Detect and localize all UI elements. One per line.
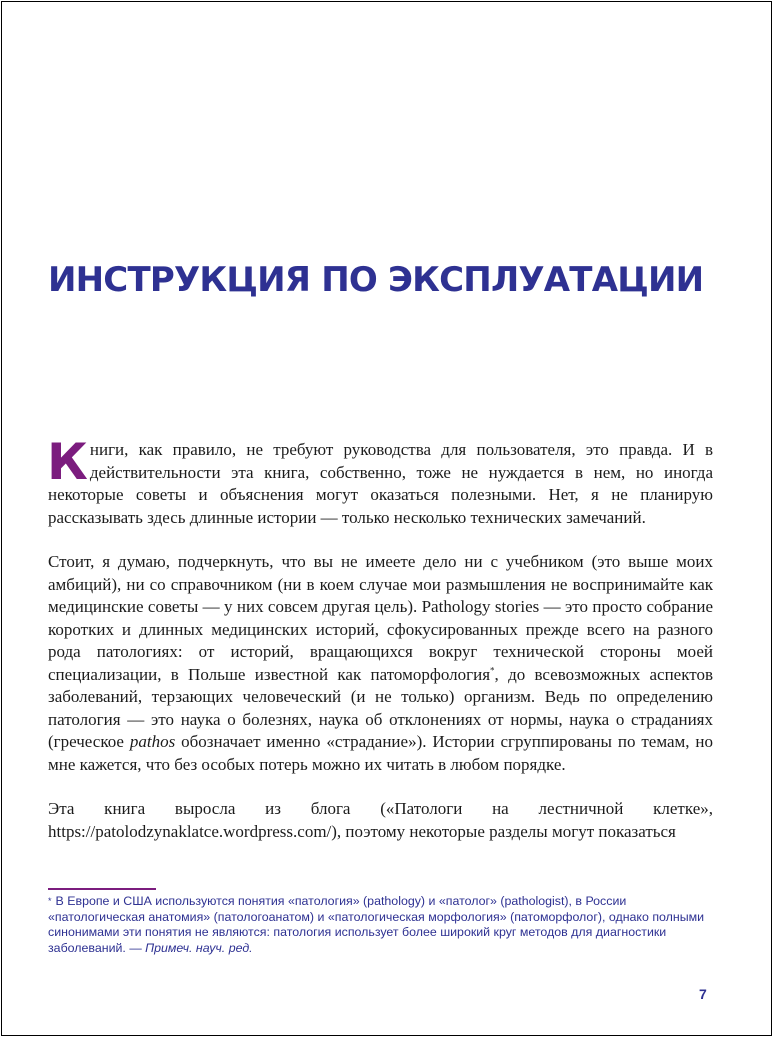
paragraph-3-text: Эта книга выросла из блога («Патологи на лестничной клетке», https://patolodzynaklatce.wordpress.com/), поэтому некоторые разделы могут показаться (48, 799, 713, 841)
footnote-rule (48, 888, 156, 890)
footnote-reference: * (490, 664, 495, 675)
chapter-title: ИНСТРУКЦИЯ ПО ЭКСПЛУАТАЦИИ (48, 260, 704, 300)
page-number: 7 (699, 986, 707, 1002)
paragraph-2 (48, 551, 713, 776)
footnote-text: В Европе и США используются понятия «патология» (pathology) и «патолог» (pathologist), в России «патологическая анатомия» (патологоанатом) и «патологическая морфология» (патоморфолог), однако полными синонимами эти понятия не являются: патология использует более широкий круг методов для диагностики заболеваний. — (48, 894, 705, 956)
footnote (48, 894, 713, 957)
footnote-mark: * (48, 896, 52, 906)
body-text (47, 433, 714, 865)
paragraph-2-part3: обозначает именно «страдание»). Истории сгруппированы по темам, но мне кажется, что без особых потерь можно их читать в любом порядке. (48, 732, 714, 774)
paragraph-3 (48, 798, 713, 843)
paragraph-1-text: ниги, как правило, не требуют руководства для пользователя, это правда. И в действительности эта книга, собственно, тоже не нуждается в нем, но иногда некоторые советы и объяснения могут оказаться полезными. Нет, я не планирую рассказывать здесь длинные истории — только несколько технических замечаний. (48, 440, 713, 527)
footnote-italic: Примеч. науч. ред. (145, 941, 253, 956)
paragraph-2-part2: , до всевозможных аспектов заболеваний, терзающих человеческий (и не только) организм. Ведь по определению патология — это наука о болезнях, наука об отклонениях от нормы, наука о страданиях (греческое (48, 664, 713, 751)
drop-cap: К (47, 433, 88, 491)
book-page (1, 1, 772, 1036)
paragraph-2-italic: pathos (129, 732, 176, 751)
paragraph-2-part1: Стоит, я думаю, подчеркнуть, что вы не имеете дело ни с учебником (это выше моих амбиций), ни со справочником (ни в коем случае мои размышления не воспринимайте как медицинские советы — у них совсем другая цель). Pathology stories — это просто собрание коротких и длинных медицинских историй, сфокусированных прежде всего на разного рода патологиях: от историй, вращающихся вокруг технической стороны моей специализации, в Польше известной как патоморфология (48, 552, 713, 684)
paragraph-1 (47, 433, 713, 529)
